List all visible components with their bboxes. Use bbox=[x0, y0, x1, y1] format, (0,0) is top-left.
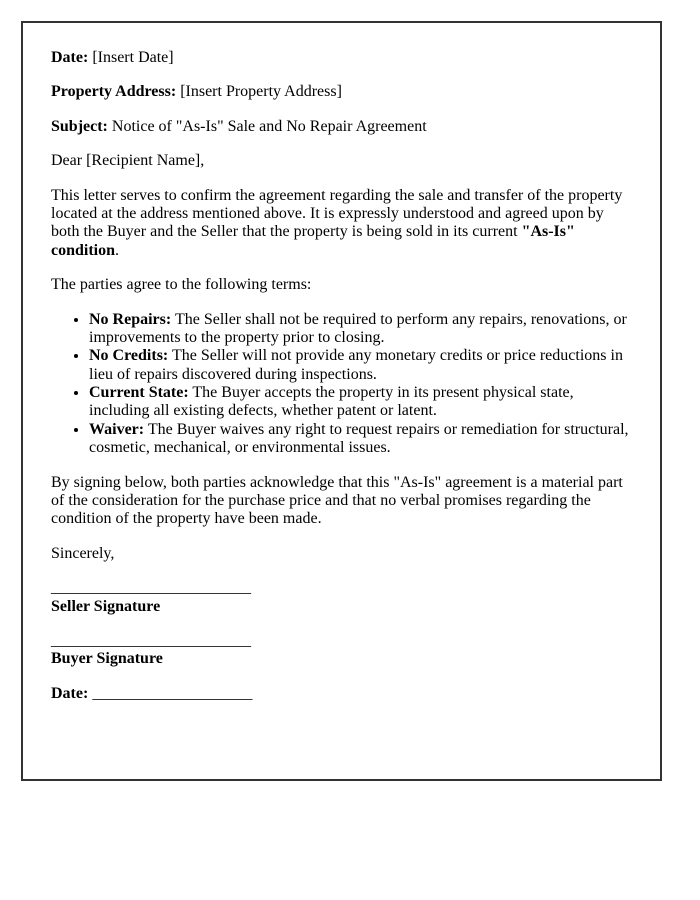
seller-signature-block bbox=[51, 579, 632, 616]
terms-list bbox=[51, 311, 632, 458]
term-waiver-text: The Buyer waives any right to request repairs or remediation for structural, cosmetic, mechanical, or environmental issues. bbox=[89, 420, 629, 457]
seller-signature-label: Seller Signature bbox=[51, 597, 161, 615]
term-waiver-label: Waiver: bbox=[89, 420, 145, 438]
subject-field bbox=[51, 118, 632, 136]
as-is-agreement-letter bbox=[21, 21, 662, 781]
sign-off: Sincerely, bbox=[51, 544, 115, 562]
term-item-no-credits bbox=[89, 347, 632, 384]
closing-paragraph: By signing below, both parties acknowledge that this "As-Is" agreement is a material part of the consideration for the purchase price and that no verbal promises regarding the condition of the property have been made. bbox=[51, 473, 623, 528]
date-field-label: Date: bbox=[51, 49, 89, 66]
subject-field-value: Notice of "As-Is" Sale and No Repair Agreement bbox=[111, 117, 427, 135]
date-field bbox=[51, 49, 632, 67]
term-current-state-label: Current State: bbox=[89, 384, 189, 402]
term-item-no-repairs bbox=[89, 311, 632, 348]
buyer-signature-block bbox=[51, 632, 632, 669]
intro-bold-as-is-condition: "As-Is" condition bbox=[51, 223, 575, 259]
intro-lead: This letter serves to confirm the agreement regarding the sale and transfer of the property located at the address mentioned above. It is expressly understood and agreed upon by both the Buyer and the Seller that the property is being sold in its current bbox=[51, 186, 623, 241]
term-item-current-state bbox=[89, 384, 632, 421]
property-address-field-label: Property Address: bbox=[51, 83, 177, 101]
intro-paragraph bbox=[51, 187, 632, 261]
date-signature-line: ____________________ bbox=[92, 684, 253, 702]
date-signature-block bbox=[51, 685, 632, 703]
salutation: Dear [Recipient Name], bbox=[51, 152, 205, 170]
buyer-signature-line: _________________________ bbox=[51, 631, 251, 649]
property-address-field bbox=[51, 83, 632, 101]
subject-field-label: Subject: bbox=[51, 117, 108, 135]
terms-intro: The parties agree to the following terms: bbox=[51, 276, 312, 294]
term-no-repairs-text: The Seller shall not be required to perform any repairs, renovations, or improvements to the property prior to closing. bbox=[89, 310, 627, 346]
date-signature-label: Date: bbox=[51, 684, 89, 702]
term-item-waiver bbox=[89, 421, 632, 458]
intro-period: . bbox=[115, 241, 120, 259]
date-field-value: [Insert Date] bbox=[92, 49, 174, 66]
term-current-state-text: The Buyer accepts the property in its present physical state, including all existing defects, whether patent or latent. bbox=[89, 384, 574, 420]
term-no-credits-label: No Credits: bbox=[89, 347, 169, 365]
term-no-repairs-label: No Repairs: bbox=[89, 310, 172, 328]
seller-signature-line: _________________________ bbox=[51, 579, 251, 597]
buyer-signature-label: Buyer Signature bbox=[51, 650, 163, 668]
property-address-field-value: [Insert Property Address] bbox=[180, 83, 342, 101]
term-no-credits-text: The Seller will not provide any monetary credits or price reductions in lieu of repairs discovered during inspections. bbox=[89, 347, 623, 383]
